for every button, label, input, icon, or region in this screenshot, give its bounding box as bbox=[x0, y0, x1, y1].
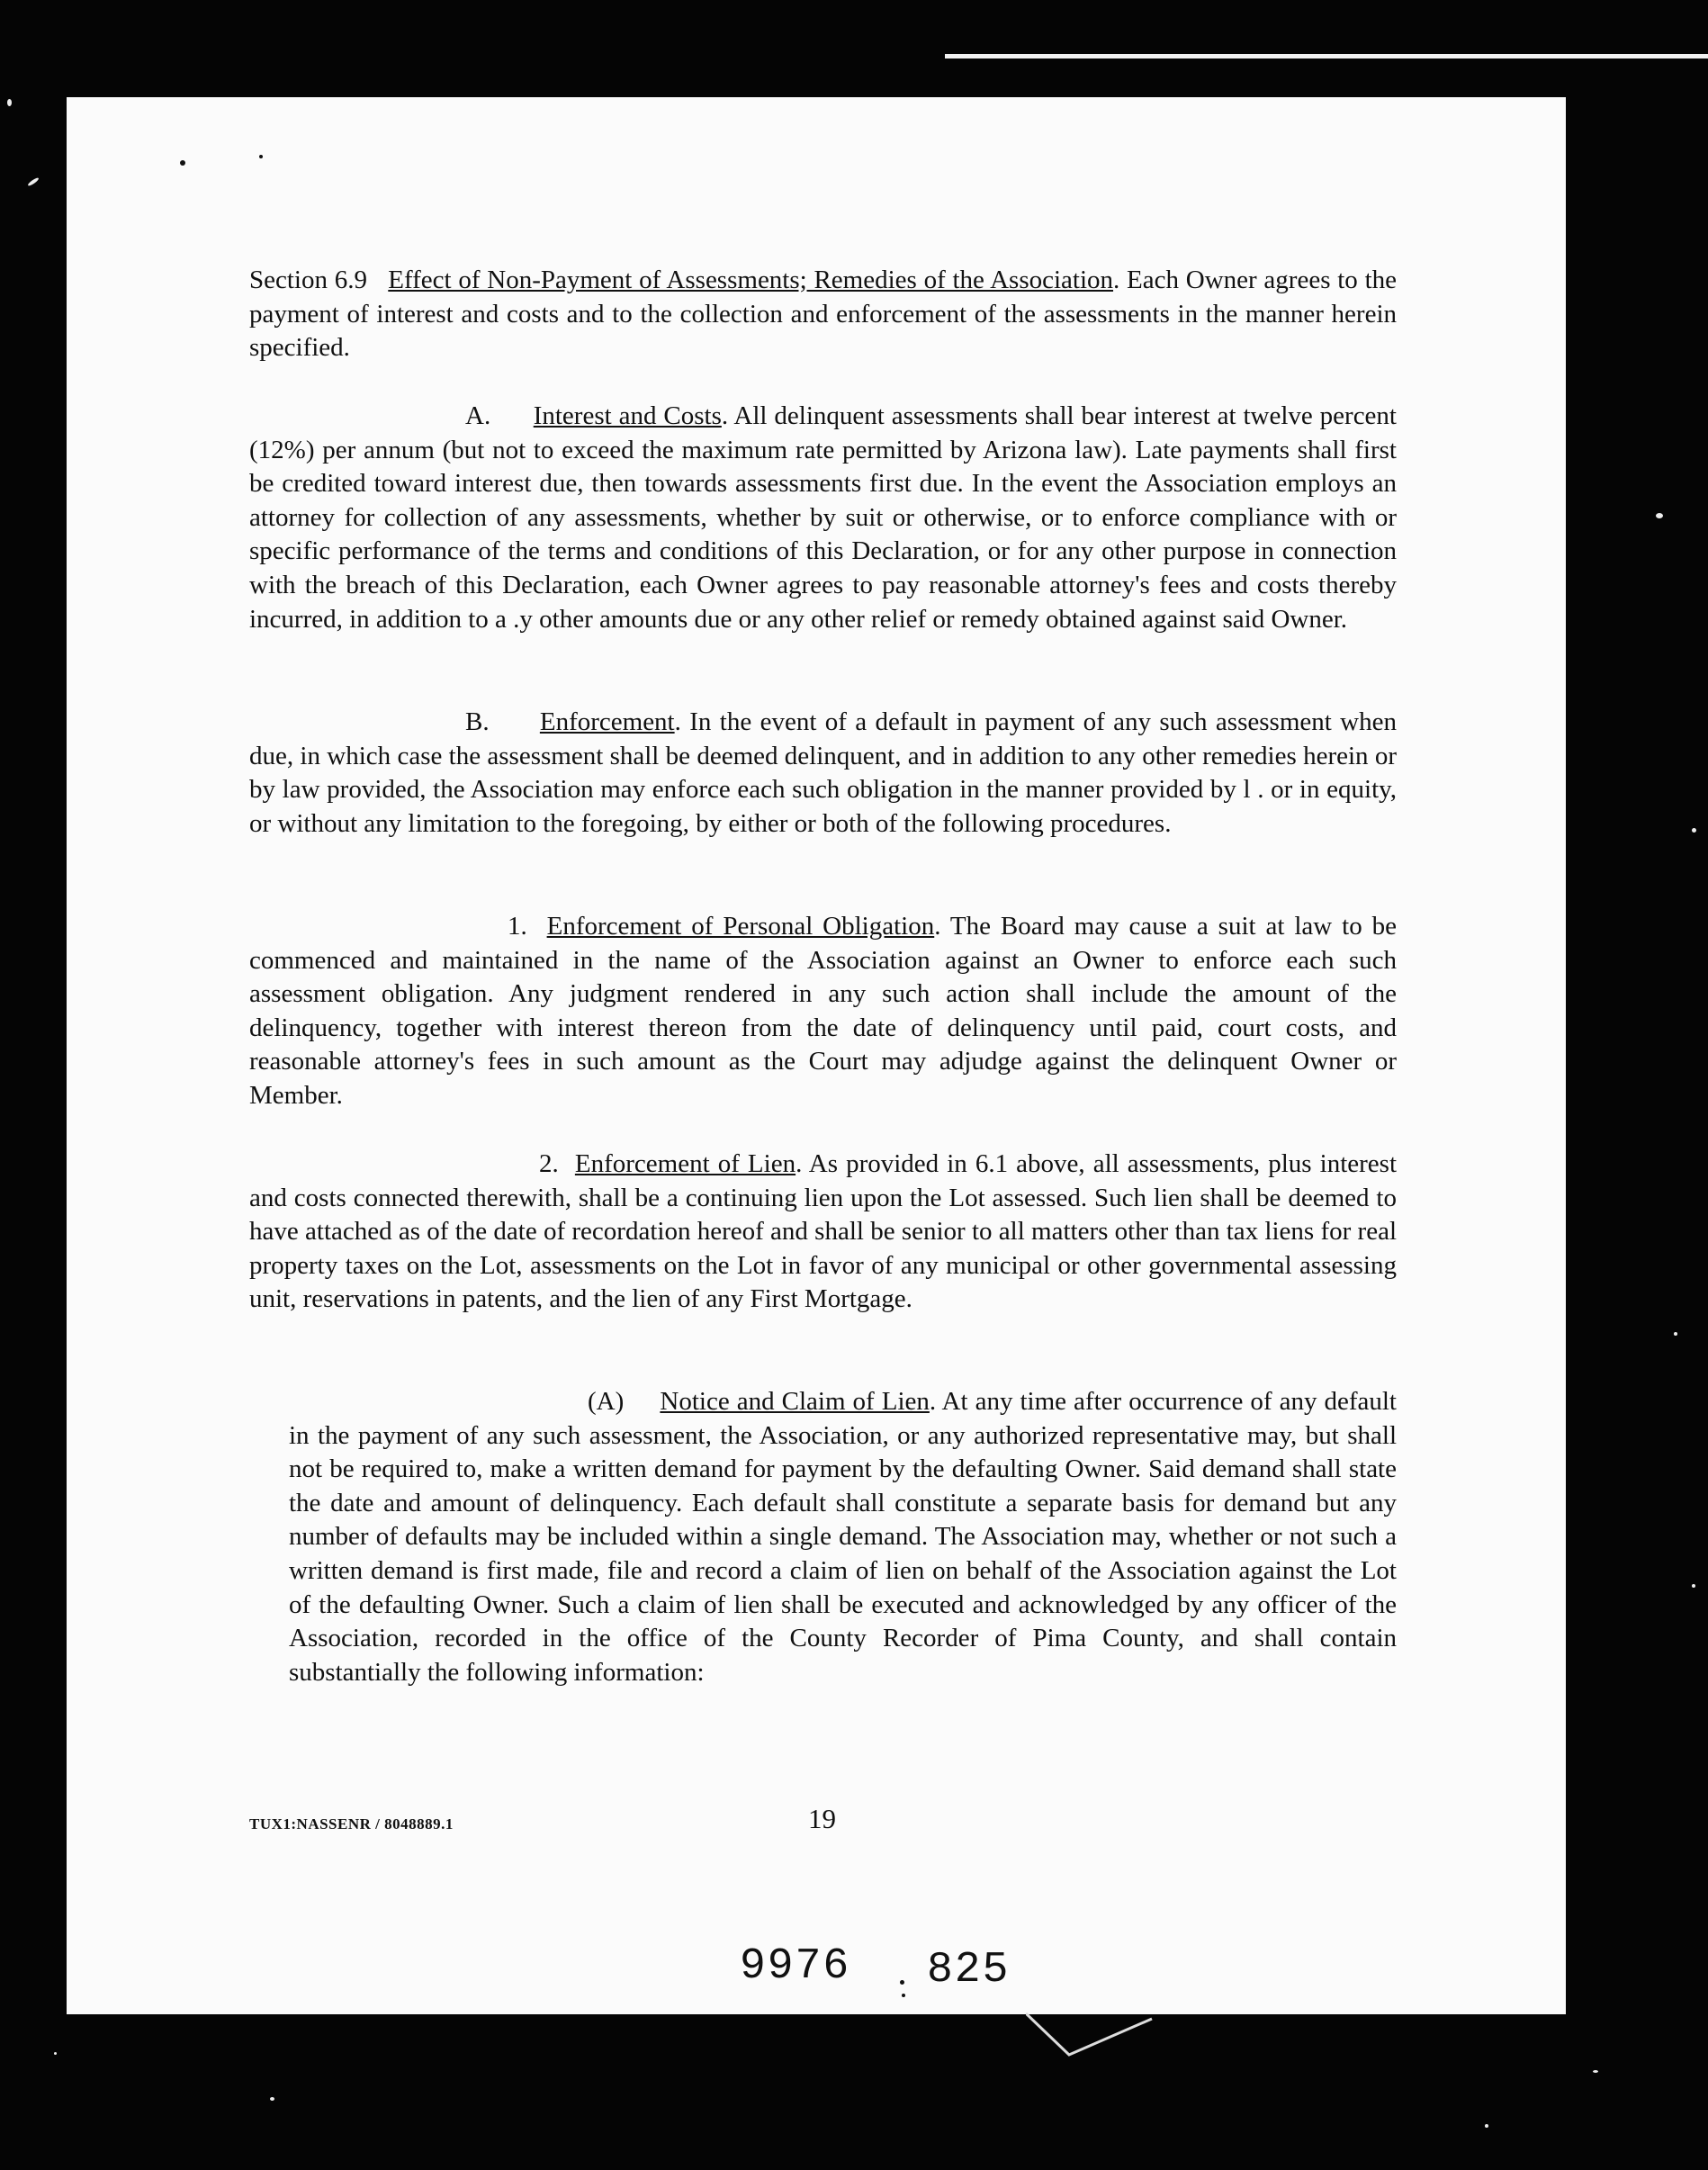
paragraph-a-label: A. bbox=[465, 401, 491, 430]
scan-speck bbox=[1485, 2124, 1488, 2128]
paragraph-2-heading: Enforcement of Lien bbox=[574, 1149, 796, 1178]
stamp-separator-dot bbox=[900, 1980, 904, 1985]
paragraph-b-label: B. bbox=[465, 707, 490, 736]
stamp-separator-dot bbox=[902, 1994, 905, 1997]
paragraph-2 bbox=[249, 1148, 1397, 1317]
paragraph-a-heading: Interest and Costs bbox=[533, 401, 722, 430]
section-text: . Each Owner agrees to the payment of interest and costs and to the collection and enforcement of the assessments in the manner herein specified. bbox=[249, 266, 1397, 363]
scan-speck bbox=[1593, 2070, 1598, 2073]
paragraph-b-heading: Enforcement bbox=[539, 707, 675, 736]
recording-book-number: 9976 bbox=[740, 1942, 851, 1991]
scan-wedge-mark bbox=[1026, 2012, 1161, 2066]
scan-speck bbox=[1692, 828, 1696, 833]
paragraph-2-label: 2. bbox=[539, 1149, 559, 1178]
paragraph-a bbox=[249, 400, 1397, 636]
recording-page-number: 825 bbox=[927, 1946, 1011, 1994]
paragraph-2a-text: . At any time after occurrence of any default in the payment of any such assessment, the Association, or any authorized representative may, but shall not be required to, make a written demand for payment by the defaulting Owner. Said demand shall state the date and amount of delinquency. Each default shall constitute a separate basis for demand but any number of defaults may be included within a single demand. The Association may, whether or not such a written demand is first made, file and record a claim of lien on behalf of the Association against the Lot of the defaulting Owner. Such a claim of lien shall be executed and acknowledged by any officer of the Association, recorded in the office of the County Recorder of Pima County, and shall contain substantially the following information: bbox=[289, 1387, 1397, 1687]
paragraph-b-text: . In the event of a default in payment of any such assessment when due, in which case the assessment shall be deemed delinquent, and in addition to any other remedies herein or by law provided, the Association may enforce each such obligation in the manner provided by l . or in equity, or without any limitation to the foregoing, by either or both of the following procedures. bbox=[249, 707, 1397, 838]
scan-dot bbox=[180, 160, 185, 166]
scan-speck bbox=[7, 99, 12, 106]
scan-speck bbox=[1692, 1584, 1695, 1588]
paragraph-1 bbox=[249, 910, 1397, 1113]
scan-speck bbox=[1674, 1332, 1677, 1336]
paragraph-2a bbox=[289, 1385, 1397, 1689]
scan-speck bbox=[270, 2097, 274, 2101]
scan-speck bbox=[1656, 513, 1663, 518]
paragraph-2a-heading: Notice and Claim of Lien bbox=[660, 1387, 930, 1416]
paragraph-1-label: 1. bbox=[508, 912, 527, 941]
section-number: Section 6.9 bbox=[249, 266, 367, 294]
paragraph-1-heading: Enforcement of Personal Obligation bbox=[546, 912, 935, 941]
paragraph-2-text: . As provided in 6.1 above, all assessments, plus interest and costs connected therewith, shall be a continuing lien upon the Lot assessed. Such lien shall be deemed to have attached as of the date of recordation hereof and shall be senior to all matters other than tax liens for real property taxes on the Lot, assessments on the Lot in favor of any municipal or other governmental assessing unit, reservations in patents, and the lien of any First Mortgage. bbox=[249, 1149, 1398, 1314]
paragraph-2a-label: (A) bbox=[588, 1387, 625, 1416]
section-6-9-paragraph bbox=[249, 264, 1397, 365]
scan-dot bbox=[259, 155, 263, 158]
paragraph-b bbox=[249, 706, 1397, 841]
footer-page-number: 19 bbox=[808, 1803, 836, 1834]
scan-speck bbox=[54, 2052, 57, 2055]
section-heading: Effect of Non-Payment of Assessments; Remedies of the Association bbox=[388, 266, 1114, 294]
paragraph-1-text: . The Board may cause a suit at law to be commenced and maintained in the name of the Association against an Owner to enforce each such assessment obligation. Any judgment rendered in any such action shall include the amount of the delinquency, together with interest thereon from the date of delinquency until paid, court costs, and reasonable attorney's fees in such amount as the Court may adjudge against the delinquent Owner or Member. bbox=[249, 912, 1397, 1110]
scan-edge-line bbox=[945, 54, 1708, 59]
paragraph-a-text: . All delinquent assessments shall bear interest at twelve percent (12%) per annum (but not to exceed the maximum rate permitted by Arizona law). Late payments shall first be credited toward interest due, then towards assessments first due. In the event the Association employs an attorney for collection of any assessments, whether by suit or otherwise, or to enforce compliance with or specific performance of the terms and conditions of this Declaration, or for any other purpose in connection with the breach of this Declaration, each Owner agrees to pay reasonable attorney's fees and costs thereby incurred, in addition to a .y other amounts due or any other relief or remedy obtained against said Owner. bbox=[249, 401, 1397, 634]
footer-document-id: TUX1:NASSENR / 8048889.1 bbox=[249, 1815, 454, 1832]
